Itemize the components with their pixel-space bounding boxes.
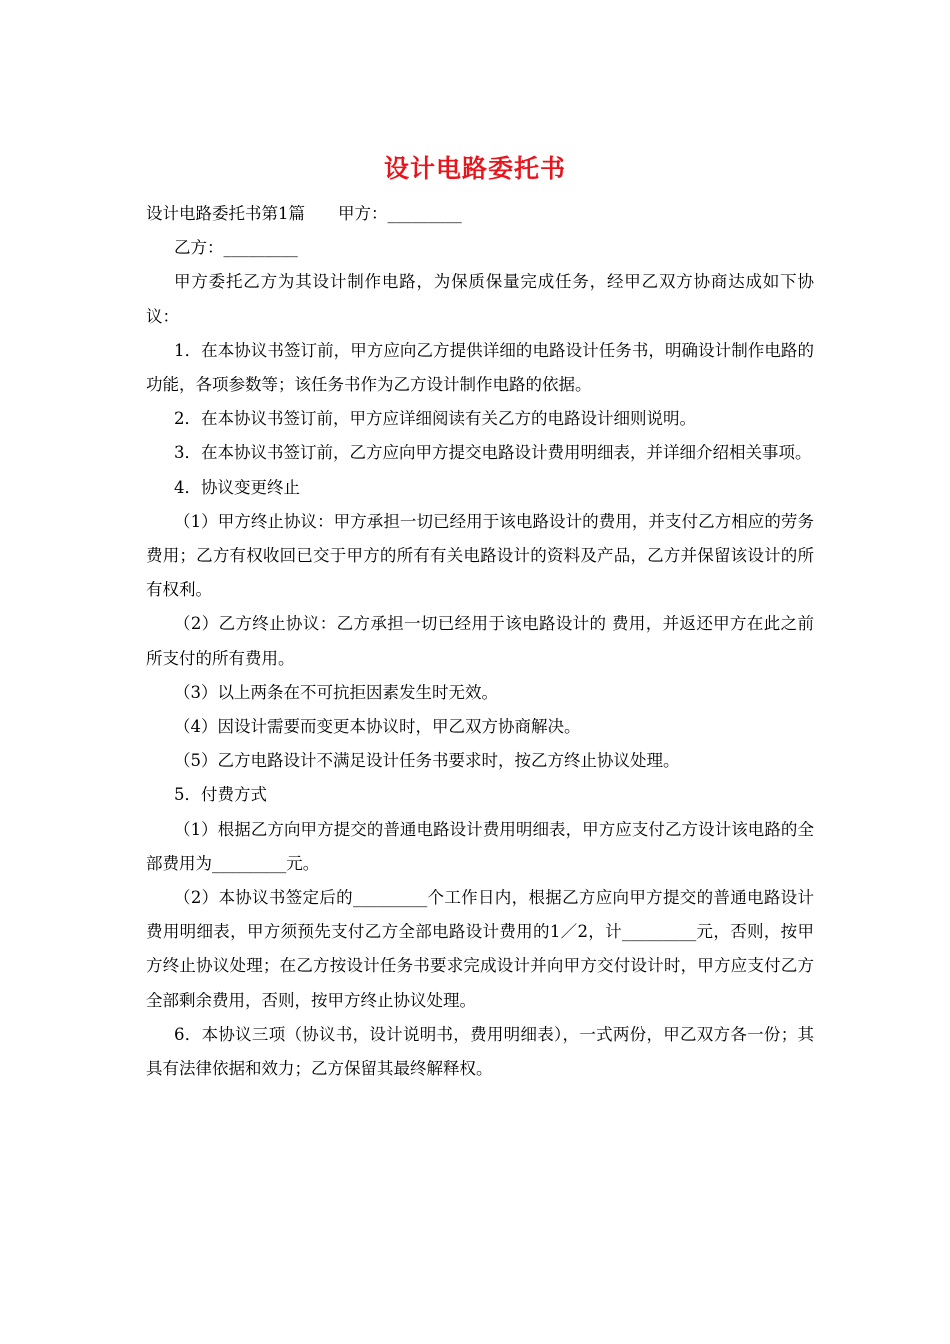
clause-6: 6．本协议三项（协议书，设计说明书，费用明细表），一式两份，甲乙双方各一份；其具有法律依据和效力；乙方保留其最终解释权。: [146, 1024, 814, 1079]
clause-3: 3．在本协议书签订前，乙方应向甲方提交电路设计费用明细表，并详细介绍相关事项。: [174, 443, 812, 463]
document-title: 设计电路委托书: [383, 154, 566, 183]
clause-4-item-3: （3）以上两条在不可抗拒因素发生时无效。: [174, 682, 498, 702]
header-line: 设计电路委托书第1篇 甲方：_________: [146, 204, 462, 223]
clause-4-item-5: （5）乙方电路设计不满足设计任务书要求时，按乙方终止协议处理。: [174, 751, 680, 771]
party-b-line: 乙方：_________: [174, 238, 298, 258]
clause-2: 2．在本协议书签订前，甲方应详细阅读有关乙方的电路设计细则说明。: [174, 409, 696, 429]
clause-4-item-1: （1）甲方终止协议：甲方承担一切已经用于该电路设计的费用，并支付乙方相应的劳务费用；乙方有权收回已交于甲方的所有有关电路设计的资料及产品，乙方并保留该设计的所有权利。: [146, 511, 814, 600]
clause-5-heading: 5．付费方式: [174, 785, 267, 805]
clause-4-item-4: （4）因设计需要而变更本协议时，甲乙双方协商解决。: [174, 717, 581, 737]
clause-1: 1．在本协议书签订前，甲方应向乙方提供详细的电路设计任务书，明确设计制作电路的功能，各项参数等；该任务书作为乙方设计制作电路的依据。: [146, 340, 814, 395]
clause-5-item-1: （1）根据乙方向甲方提交的普通电路设计费用明细表，甲方应支付乙方设计该电路的全部费用为_________元。: [146, 819, 814, 873]
intro-paragraph: 甲方委托乙方为其设计制作电路，为保质保量完成任务，经甲乙双方协商达成如下协议：: [146, 272, 814, 326]
document-body: [146, 197, 814, 1086]
clause-4-item-2: （2）乙方终止协议：乙方承担一切已经用于该电路设计的 费用，并返还甲方在此之前所支付的所有费用。: [146, 614, 814, 668]
clause-5-item-2: （2）本协议书签定后的_________个工作日内，根据乙方应向甲方提交的普通电路设计费用明细表，甲方须预先支付乙方全部电路设计费用的1／2，计_________元，否则，按甲方终止协议处理；在乙方按设计任务书要求完成设计并向甲方交付设计时，甲方应支付乙方全部剩余费用，否则，按甲方终止协议处理。: [146, 888, 814, 1010]
clause-4-heading: 4．协议变更终止: [174, 477, 300, 497]
